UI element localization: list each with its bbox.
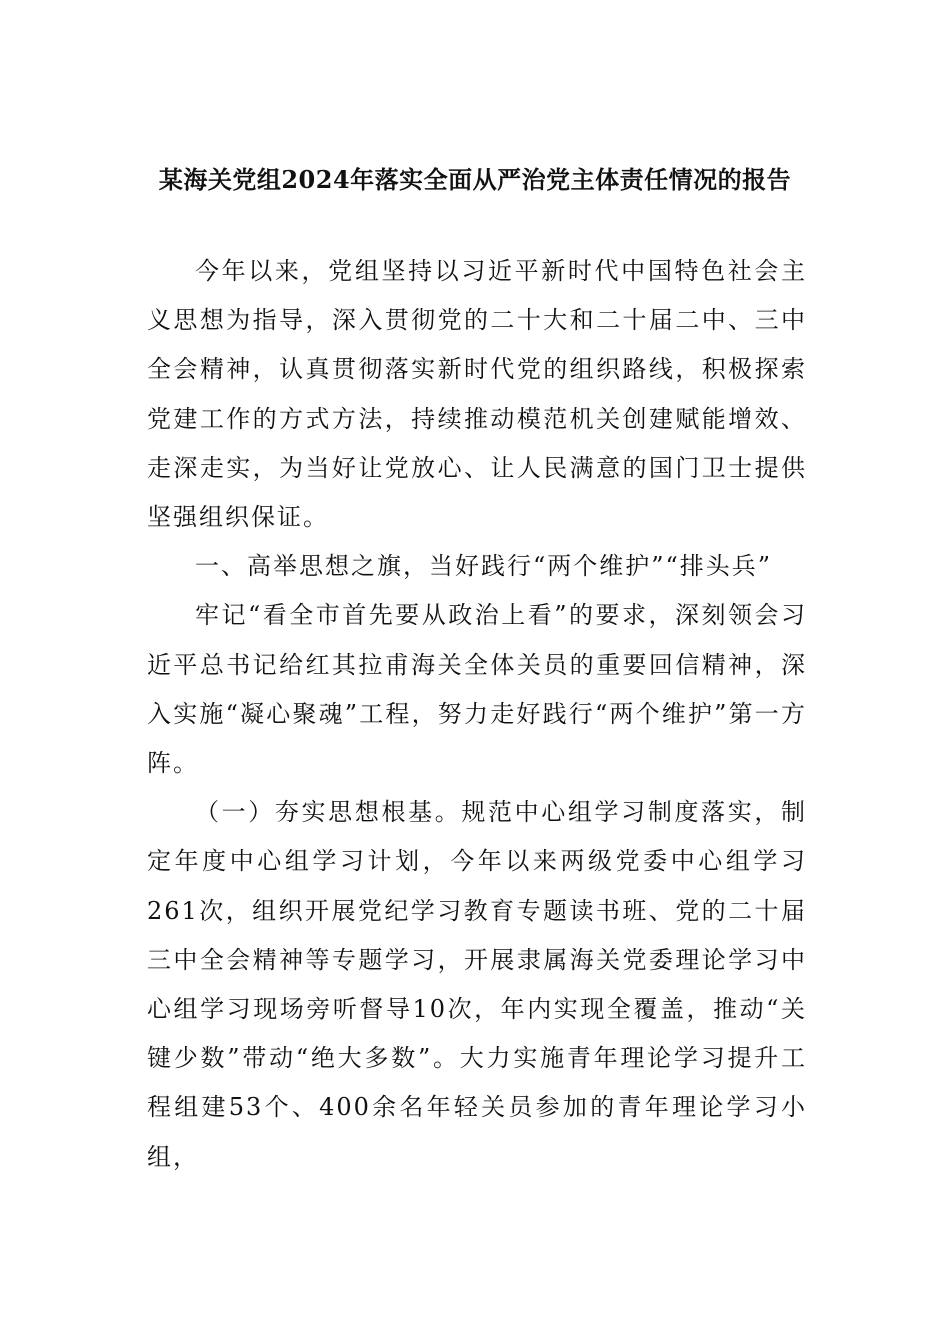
paragraph-intro: 今年以来，党组坚持以习近平新时代中国特色社会主义思想为指导，深入贯彻党的二十大和二十届二中、三中全会精神，认真贯彻落实新时代党的组织路线，积极探索党建工作的方式方法，持续推动模范机关创建赋能增效、走深走实，为当好让党放心、让人民满意的国门卫士提供坚强组织保证。 [147, 257, 807, 532]
document-body [147, 247, 807, 1182]
document-title: 某海关党组2024年落实全面从严治党主体责任情况的报告 [158, 165, 792, 194]
paragraph-section-1: 牢记“看全市首先要从政治上看”的要求，深刻领会习近平总书记给红其拉甫海关全体关员的重要回信精神，深入实施“凝心聚魂”工程，努力走好践行“两个维护”第一方阵。 [147, 601, 807, 778]
paragraph-subsection-1: （一）夯实思想根基。规范中心组学习制度落实，制定年度中心组学习计划，今年以来两级党委中心组学习261次，组织开展党纪学习教育专题读书班、党的二十届三中全会精神等专题学习，开展隶属海关党委理论学习中心组学习现场旁听督导10次，年内实现全覆盖，推动“关键少数”带动“绝大多数”。大力实施青年理论学习提升工程组建53个、400余名年轻关员参加的青年理论学习小组， [147, 798, 807, 1171]
section-heading-1: 一、高举思想之旗，当好践行“两个维护”“排头兵” [195, 552, 773, 581]
